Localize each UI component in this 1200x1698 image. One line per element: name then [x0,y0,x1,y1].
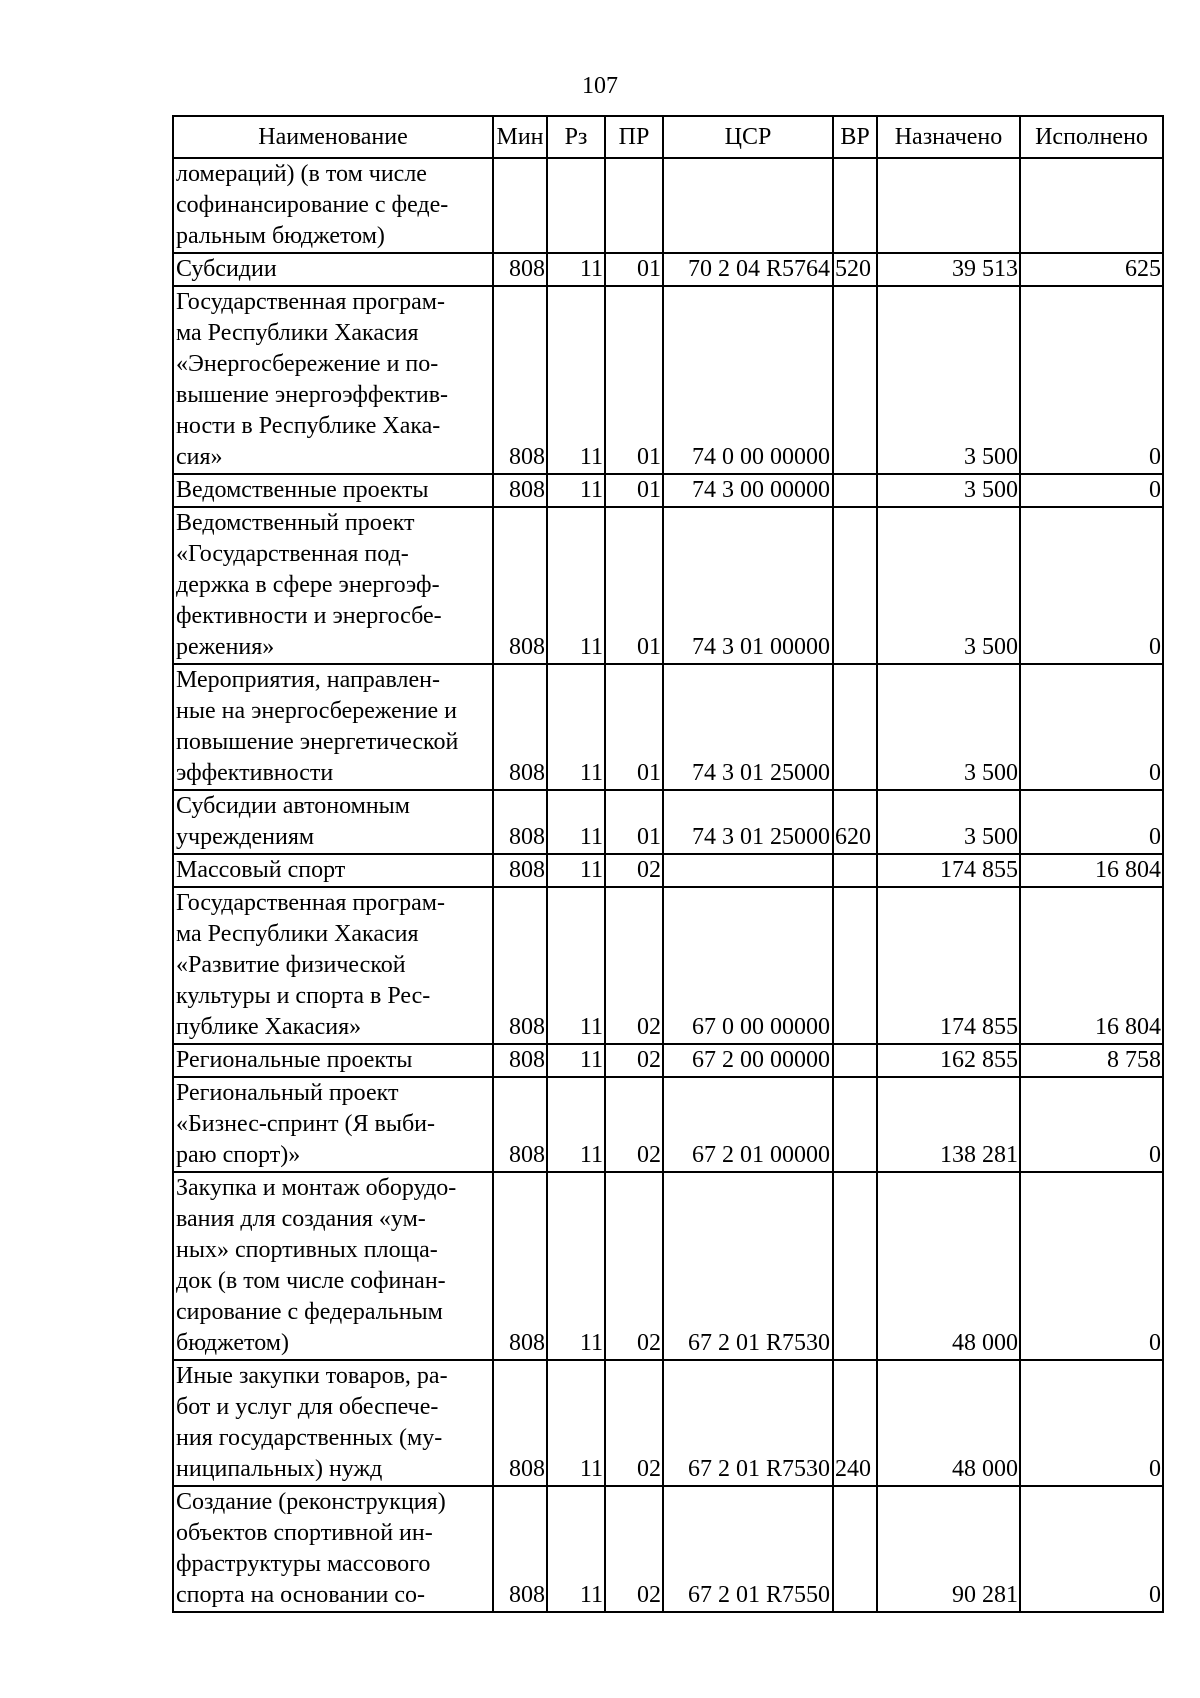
name-line: Ведомственный проект [176,510,415,536]
cell-assigned [877,158,1020,253]
cell-vr [833,1172,877,1360]
name-line: раю спорт)» [176,1142,301,1168]
cell-name [173,286,493,474]
cell-min: 808 [493,887,547,1044]
cell-pr: 02 [605,1360,663,1486]
name-line: Создание (реконструкция) [176,1489,446,1515]
cell-executed: 0 [1020,664,1163,790]
cell-assigned: 3 500 [877,664,1020,790]
name-line: Региональный проект [176,1080,399,1106]
cell-rz: 11 [547,790,605,854]
column-header-pr: ПР [605,116,663,158]
budget-table [172,115,1164,1613]
name-line: фективности и энергосбе- [176,603,442,629]
name-line: док (в том числе софинан- [176,1268,446,1294]
name-line: «Развитие физической [176,952,406,978]
cell-vr [833,1077,877,1172]
name-line: Государственная програм- [176,890,445,916]
cell-rz: 11 [547,887,605,1044]
cell-rz: 11 [547,664,605,790]
name-line: объектов спортивной ин- [176,1520,433,1546]
cell-vr [833,158,877,253]
cell-vr [833,854,877,887]
cell-pr: 02 [605,1044,663,1077]
name-line: вания для создания «ум- [176,1206,426,1232]
cell-name [173,158,493,253]
name-line: бот и услуг для обеспече- [176,1394,439,1420]
cell-pr: 01 [605,286,663,474]
cell-rz [547,158,605,253]
cell-min [493,158,547,253]
cell-rz: 11 [547,286,605,474]
cell-pr: 01 [605,790,663,854]
cell-name [173,1360,493,1486]
cell-executed: 8 758 [1020,1044,1163,1077]
table-row [173,1486,1163,1612]
cell-assigned: 3 500 [877,474,1020,507]
cell-vr [833,1486,877,1612]
table-row [173,286,1163,474]
cell-executed [1020,158,1163,253]
name-line: ломераций) (в том числе [176,161,427,187]
name-line: «Бизнес-спринт (Я выби- [176,1111,436,1137]
cell-csr [663,158,833,253]
column-header-rz: Рз [547,116,605,158]
name-line: Государственная програм- [176,289,445,315]
name-line: Ведомственные проекты [176,477,429,503]
cell-csr: 67 2 01 R7530 [663,1360,833,1486]
name-line: ния государственных (му- [176,1425,443,1451]
column-header-min: Мин [493,116,547,158]
name-line: вышение энергоэффектив- [176,382,449,408]
name-line: Иные закупки товаров, ра- [176,1363,448,1389]
column-header-name: Наименование [173,116,493,158]
table-row [173,507,1163,664]
cell-min: 808 [493,664,547,790]
cell-name [173,1172,493,1360]
cell-csr: 74 3 00 00000 [663,474,833,507]
table-row [173,253,1163,286]
cell-csr: 74 3 01 00000 [663,507,833,664]
cell-pr: 02 [605,1077,663,1172]
column-header-assigned: Назначено [877,116,1020,158]
table-header-row [173,116,1163,158]
table-row [173,887,1163,1044]
cell-min: 808 [493,790,547,854]
cell-assigned: 174 855 [877,887,1020,1044]
cell-vr [833,664,877,790]
cell-pr: 01 [605,253,663,286]
cell-rz: 11 [547,1486,605,1612]
name-line: повышение энергетической [176,729,459,755]
cell-vr [833,286,877,474]
cell-csr: 67 0 00 00000 [663,887,833,1044]
cell-executed: 0 [1020,286,1163,474]
cell-rz: 11 [547,1172,605,1360]
name-line: держка в сфере энергоэф- [176,572,440,598]
cell-min: 808 [493,286,547,474]
cell-name [173,1486,493,1612]
cell-pr: 02 [605,887,663,1044]
cell-csr: 70 2 04 R5764 [663,253,833,286]
cell-executed: 0 [1020,1077,1163,1172]
cell-rz: 11 [547,1360,605,1486]
table-row [173,1172,1163,1360]
cell-csr: 74 3 01 25000 [663,664,833,790]
table-row [173,474,1163,507]
cell-executed: 0 [1020,1172,1163,1360]
name-line: сия» [176,444,223,470]
cell-csr: 67 2 01 R7530 [663,1172,833,1360]
cell-min: 808 [493,1172,547,1360]
cell-assigned: 48 000 [877,1360,1020,1486]
name-line: режения» [176,634,275,660]
cell-name [173,1077,493,1172]
name-line: ниципальных) нужд [176,1456,383,1482]
name-line: Субсидии [176,256,277,282]
cell-name [173,887,493,1044]
name-line: ма Республики Хакасия [176,921,419,947]
cell-assigned: 138 281 [877,1077,1020,1172]
name-line: «Энергосбережение и по- [176,351,439,377]
cell-assigned: 48 000 [877,1172,1020,1360]
name-line: фраструктуры массового [176,1551,431,1577]
name-line: Массовый спорт [176,857,346,883]
cell-pr: 01 [605,474,663,507]
cell-min: 808 [493,1486,547,1612]
cell-executed: 16 804 [1020,887,1163,1044]
cell-rz: 11 [547,1044,605,1077]
table-body [173,158,1163,1612]
cell-min: 808 [493,1077,547,1172]
cell-executed: 0 [1020,1486,1163,1612]
cell-min: 808 [493,474,547,507]
cell-executed: 0 [1020,1360,1163,1486]
table-row [173,790,1163,854]
cell-min: 808 [493,1044,547,1077]
cell-csr: 67 2 01 00000 [663,1077,833,1172]
cell-pr: 01 [605,664,663,790]
name-line: ные на энергосбережение и [176,698,458,724]
cell-assigned: 3 500 [877,286,1020,474]
cell-min: 808 [493,253,547,286]
table-row [173,1044,1163,1077]
cell-csr: 67 2 01 R7550 [663,1486,833,1612]
cell-executed: 0 [1020,790,1163,854]
cell-name [173,664,493,790]
cell-vr [833,887,877,1044]
cell-name [173,474,493,507]
page-number: 107 [582,73,618,99]
cell-pr: 02 [605,1486,663,1612]
cell-csr [663,854,833,887]
name-line: сирование с федеральным [176,1299,443,1325]
cell-rz: 11 [547,474,605,507]
column-header-vr: ВР [833,116,877,158]
cell-assigned: 162 855 [877,1044,1020,1077]
name-line: Субсидии автономным [176,793,410,819]
name-line: публике Хакасия» [176,1014,362,1040]
cell-executed: 0 [1020,507,1163,664]
cell-pr: 02 [605,854,663,887]
cell-vr [833,1044,877,1077]
table-row [173,1077,1163,1172]
cell-pr: 02 [605,1172,663,1360]
table-row [173,854,1163,887]
cell-vr: 240 [833,1360,877,1486]
cell-name [173,507,493,664]
cell-assigned: 3 500 [877,507,1020,664]
name-line: Закупка и монтаж оборудо- [176,1175,457,1201]
cell-vr: 620 [833,790,877,854]
cell-vr [833,474,877,507]
cell-assigned: 174 855 [877,854,1020,887]
cell-rz: 11 [547,1077,605,1172]
cell-assigned: 90 281 [877,1486,1020,1612]
name-line: «Государственная под- [176,541,409,567]
name-line: бюджетом) [176,1330,289,1356]
cell-pr [605,158,663,253]
name-line: эффективности [176,760,334,786]
cell-vr [833,507,877,664]
cell-executed: 625 [1020,253,1163,286]
cell-csr: 67 2 00 00000 [663,1044,833,1077]
column-header-executed: Исполнено [1020,116,1163,158]
name-line: Мероприятия, направлен- [176,667,440,693]
table-row [173,158,1163,253]
name-line: ности в Республике Хака- [176,413,441,439]
cell-min: 808 [493,1360,547,1486]
cell-min: 808 [493,507,547,664]
cell-name [173,790,493,854]
cell-csr: 74 0 00 00000 [663,286,833,474]
cell-rz: 11 [547,854,605,887]
table-row [173,1360,1163,1486]
name-line: спорта на основании со- [176,1582,426,1608]
cell-name [173,854,493,887]
name-line: учреждениям [176,824,315,850]
cell-executed: 0 [1020,474,1163,507]
name-line: ных» спортивных площа- [176,1237,438,1263]
name-line: софинансирование с феде- [176,192,449,218]
name-line: Региональные проекты [176,1047,413,1073]
cell-vr: 520 [833,253,877,286]
cell-executed: 16 804 [1020,854,1163,887]
cell-pr: 01 [605,507,663,664]
cell-assigned: 3 500 [877,790,1020,854]
column-header-csr: ЦСР [663,116,833,158]
name-line: ма Республики Хакасия [176,320,419,346]
cell-min: 808 [493,854,547,887]
cell-name [173,1044,493,1077]
cell-name [173,253,493,286]
name-line: культуры и спорта в Рес- [176,983,431,1009]
cell-rz: 11 [547,253,605,286]
table-row [173,664,1163,790]
cell-rz: 11 [547,507,605,664]
cell-assigned: 39 513 [877,253,1020,286]
cell-csr: 74 3 01 25000 [663,790,833,854]
name-line: ральным бюджетом) [176,223,385,249]
